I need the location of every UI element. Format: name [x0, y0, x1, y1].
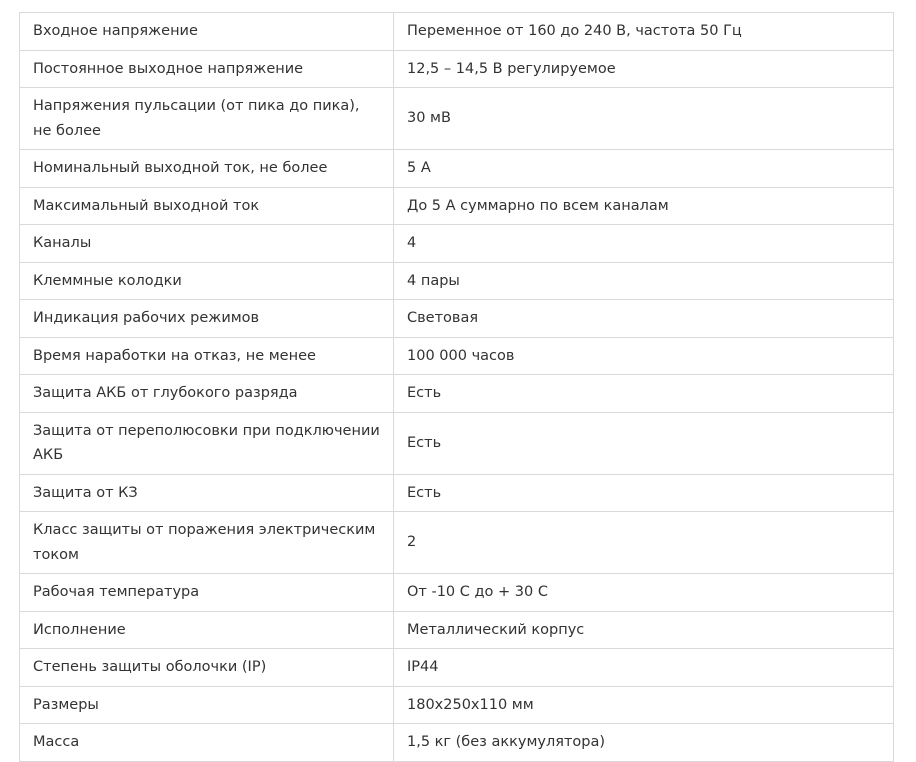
- specifications-table: [19, 12, 894, 762]
- table-row: [20, 375, 894, 413]
- spec-parameter-cell: Защита АКБ от глубокого разряда: [20, 375, 394, 413]
- spec-parameter-cell: Входное напряжение: [20, 13, 394, 51]
- table-row: [20, 474, 894, 512]
- spec-value-cell: 100 000 часов: [394, 337, 894, 375]
- spec-value-cell: 30 мВ: [394, 88, 894, 150]
- spec-value-cell: От -10 С до + 30 С: [394, 574, 894, 612]
- spec-value-cell: 2: [394, 512, 894, 574]
- table-row: [20, 88, 894, 150]
- table-row: [20, 611, 894, 649]
- table-row: [20, 412, 894, 474]
- spec-value-cell: 5 А: [394, 150, 894, 188]
- spec-parameter-cell: Индикация рабочих режимов: [20, 300, 394, 338]
- spec-parameter-cell: Масса: [20, 724, 394, 762]
- spec-parameter-cell: Защита от переполюсовки при подключении АКБ: [20, 412, 394, 474]
- spec-parameter-cell: Рабочая температура: [20, 574, 394, 612]
- spec-parameter-cell: Номинальный выходной ток, не более: [20, 150, 394, 188]
- spec-parameter-cell: Постоянное выходное напряжение: [20, 50, 394, 88]
- spec-parameter-cell: Напряжения пульсации (от пика до пика), не более: [20, 88, 394, 150]
- table-row: [20, 262, 894, 300]
- spec-value-cell: Переменное от 160 до 240 В, частота 50 Гц: [394, 13, 894, 51]
- spec-value-cell: IP44: [394, 649, 894, 687]
- spec-value-cell: 4: [394, 225, 894, 263]
- spec-value-cell: 12,5 – 14,5 В регулируемое: [394, 50, 894, 88]
- spec-parameter-cell: Степень защиты оболочки (IP): [20, 649, 394, 687]
- table-row: [20, 724, 894, 762]
- table-row: [20, 649, 894, 687]
- table-row: [20, 13, 894, 51]
- table-row: [20, 150, 894, 188]
- table-row: [20, 337, 894, 375]
- table-row: [20, 512, 894, 574]
- spec-value-cell: Есть: [394, 375, 894, 413]
- spec-parameter-cell: Максимальный выходной ток: [20, 187, 394, 225]
- spec-value-cell: Есть: [394, 412, 894, 474]
- spec-value-cell: 4 пары: [394, 262, 894, 300]
- spec-parameter-cell: Время наработки на отказ, не менее: [20, 337, 394, 375]
- table-row: [20, 225, 894, 263]
- table-row: [20, 574, 894, 612]
- specifications-table-body: [20, 13, 894, 762]
- spec-parameter-cell: Размеры: [20, 686, 394, 724]
- spec-value-cell: До 5 А суммарно по всем каналам: [394, 187, 894, 225]
- table-row: [20, 187, 894, 225]
- table-row: [20, 50, 894, 88]
- spec-value-cell: 1,5 кг (без аккумулятора): [394, 724, 894, 762]
- spec-value-cell: Световая: [394, 300, 894, 338]
- spec-value-cell: Металлический корпус: [394, 611, 894, 649]
- spec-value-cell: 180х250х110 мм: [394, 686, 894, 724]
- spec-parameter-cell: Клеммные колодки: [20, 262, 394, 300]
- spec-parameter-cell: Защита от КЗ: [20, 474, 394, 512]
- table-row: [20, 300, 894, 338]
- spec-value-cell: Есть: [394, 474, 894, 512]
- spec-parameter-cell: Класс защиты от поражения электрическим током: [20, 512, 394, 574]
- spec-parameter-cell: Исполнение: [20, 611, 394, 649]
- table-row: [20, 686, 894, 724]
- spec-parameter-cell: Каналы: [20, 225, 394, 263]
